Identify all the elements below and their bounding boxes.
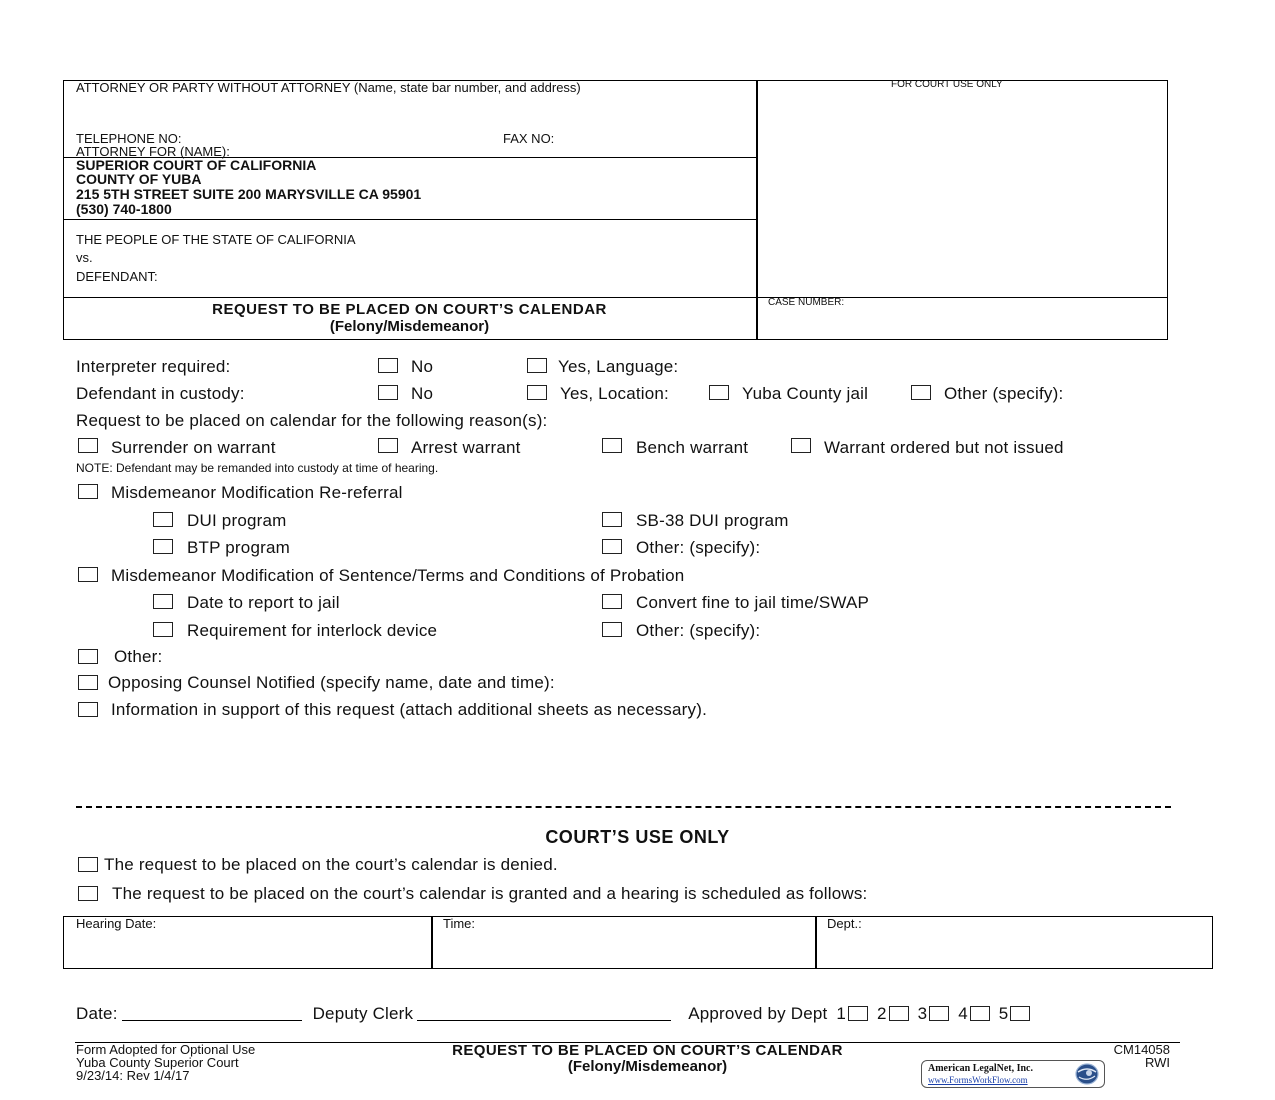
interlock-label: Requirement for interlock device <box>187 621 438 640</box>
time-label: Time: <box>443 916 476 931</box>
custody-label: Defendant in custody: <box>76 384 245 403</box>
misd-sentence-label: Misdemeanor Modification of Sentence/Terms and Conditions of Probation <box>111 566 685 585</box>
convert-fine-label: Convert fine to jail time/SWAP <box>636 593 870 612</box>
divider <box>63 297 1167 298</box>
btp-label: BTP program <box>187 538 290 557</box>
divider <box>63 219 757 220</box>
dui-checkbox[interactable] <box>153 512 173 527</box>
signature-row <box>76 1004 1034 1024</box>
attorney-for-label: ATTORNEY FOR (NAME): <box>76 144 230 159</box>
logo-url[interactable]: www.FormsWorkFlow.com <box>928 1075 1028 1085</box>
custody-yes-label: Yes, Location: <box>560 384 669 403</box>
court-phone: (530) 740-1800 <box>76 201 172 217</box>
date-label: Date: <box>76 1004 118 1023</box>
defendant-label: DEFENDANT: <box>76 269 158 284</box>
interpreter-label: Interpreter required: <box>76 357 231 376</box>
misd-rereferral-label: Misdemeanor Modification Re-referral <box>111 483 403 502</box>
legalnet-logo <box>921 1060 1105 1088</box>
sentence-other-label: Other: (specify): <box>636 621 761 640</box>
court-use-title: COURT’S USE ONLY <box>545 827 730 847</box>
opposing-counsel-label: Opposing Counsel Notified (specify name, date and time): <box>108 673 555 692</box>
time-cell[interactable] <box>431 916 817 969</box>
other-label: Other: <box>114 647 163 666</box>
warrant-ordered-label: Warrant ordered but not issued <box>824 438 1064 457</box>
date-report-checkbox[interactable] <box>153 594 173 609</box>
people-label: THE PEOPLE OF THE STATE OF CALIFORNIA <box>76 232 356 247</box>
dept-3-label: 3 <box>917 1004 928 1023</box>
custody-yes-checkbox[interactable] <box>527 385 547 400</box>
telephone-label: TELEPHONE NO: <box>76 131 182 146</box>
bench-warrant-label: Bench warrant <box>636 438 749 457</box>
interpreter-no-label: No <box>411 357 434 376</box>
custody-no-label: No <box>411 384 434 403</box>
convert-fine-checkbox[interactable] <box>602 594 622 609</box>
custody-other-checkbox[interactable] <box>911 385 931 400</box>
form-code2: RWI <box>1144 1055 1170 1070</box>
interpreter-yes-label: Yes, Language: <box>558 357 679 376</box>
rereferral-other-label: Other: (specify): <box>636 538 761 557</box>
form-code: CM14058 <box>1113 1042 1170 1057</box>
date-blank[interactable] <box>122 1020 302 1021</box>
other-checkbox[interactable] <box>78 649 98 664</box>
denied-label: The request to be placed on the court’s calendar is denied. <box>104 855 558 874</box>
dept-2-label: 2 <box>877 1004 887 1023</box>
footer-line1: Form Adopted for Optional Use <box>76 1042 256 1057</box>
granted-checkbox[interactable] <box>78 886 98 901</box>
dept-2-checkbox[interactable] <box>889 1006 909 1021</box>
denied-checkbox[interactable] <box>78 857 98 872</box>
vs-label: vs. <box>76 250 93 265</box>
interpreter-no-checkbox[interactable] <box>378 358 398 373</box>
date-report-label: Date to report to jail <box>187 593 340 612</box>
deputy-clerk-blank[interactable] <box>417 1020 671 1021</box>
court-name: SUPERIOR COURT OF CALIFORNIA <box>76 157 317 173</box>
opposing-counsel-checkbox[interactable] <box>78 675 98 690</box>
surrender-label: Surrender on warrant <box>111 438 276 457</box>
reasons-label: Request to be placed on calendar for the following reason(s): <box>76 411 548 430</box>
sb38-checkbox[interactable] <box>602 512 622 527</box>
arrest-warrant-label: Arrest warrant <box>411 438 521 457</box>
btp-checkbox[interactable] <box>153 539 173 554</box>
footer-line3: 9/23/14: Rev 1/4/17 <box>76 1068 190 1083</box>
yuba-jail-checkbox[interactable] <box>709 385 729 400</box>
county: COUNTY OF YUBA <box>76 171 202 187</box>
logo-name: American LegalNet, Inc. <box>928 1063 1033 1074</box>
bench-warrant-checkbox[interactable] <box>602 438 622 453</box>
dept-1-checkbox[interactable] <box>848 1006 868 1021</box>
footer-subtitle: (Felony/Misdemeanor) <box>567 1058 728 1075</box>
dept-5-label: 5 <box>998 1004 1009 1023</box>
court-use-label: FOR COURT USE ONLY <box>891 79 1003 90</box>
warrant-ordered-checkbox[interactable] <box>791 438 811 453</box>
form-title: REQUEST TO BE PLACED ON COURT’S CALENDAR <box>212 301 607 318</box>
dashed-separator <box>76 806 1171 808</box>
dui-label: DUI program <box>187 511 287 530</box>
misd-sentence-checkbox[interactable] <box>78 567 98 582</box>
custody-no-checkbox[interactable] <box>378 385 398 400</box>
granted-label: The request to be placed on the court’s calendar is granted and a hearing is scheduled as follows: <box>112 884 868 903</box>
interlock-checkbox[interactable] <box>153 622 173 637</box>
dept-cell[interactable] <box>815 916 1213 969</box>
dept-4-label: 4 <box>958 1004 968 1023</box>
surrender-checkbox[interactable] <box>78 438 98 453</box>
misd-rereferral-checkbox[interactable] <box>78 484 98 499</box>
dept-5-checkbox[interactable] <box>1010 1006 1030 1021</box>
dept-3-checkbox[interactable] <box>929 1006 949 1021</box>
custody-note: NOTE: Defendant may be remanded into custody at time of hearing. <box>76 461 439 475</box>
court-address: 215 5TH STREET SUITE 200 MARYSVILLE CA 95901 <box>76 186 422 202</box>
sentence-other-checkbox[interactable] <box>602 622 622 637</box>
approved-label: Approved by Dept <box>688 1004 828 1023</box>
information-checkbox[interactable] <box>78 702 98 717</box>
footer-line2: Yuba County Superior Court <box>76 1055 239 1070</box>
footer-title: REQUEST TO BE PLACED ON COURT’S CALENDAR <box>452 1042 843 1059</box>
information-label: Information in support of this request (attach additional sheets as necessary). <box>111 700 707 719</box>
fax-label: FAX NO: <box>503 131 555 146</box>
attorney-label: ATTORNEY OR PARTY WITHOUT ATTORNEY (Name, state bar number, and address) <box>76 80 581 95</box>
form-subtitle: (Felony/Misdemeanor) <box>329 318 490 335</box>
deputy-clerk-label: Deputy Clerk <box>312 1004 414 1023</box>
dept-label: Dept.: <box>827 916 862 931</box>
rereferral-other-checkbox[interactable] <box>602 539 622 554</box>
dept-1-label: 1 <box>836 1004 847 1023</box>
yuba-jail-label: Yuba County jail <box>742 384 869 403</box>
hearing-date-label: Hearing Date: <box>76 916 157 931</box>
arrest-warrant-checkbox[interactable] <box>378 438 398 453</box>
custody-other-label: Other (specify): <box>944 384 1064 403</box>
case-number-label: CASE NUMBER: <box>768 297 845 308</box>
globe-icon <box>1074 1062 1100 1086</box>
sb38-label: SB-38 DUI program <box>636 511 789 530</box>
dept-4-checkbox[interactable] <box>970 1006 990 1021</box>
interpreter-yes-checkbox[interactable] <box>527 358 547 373</box>
